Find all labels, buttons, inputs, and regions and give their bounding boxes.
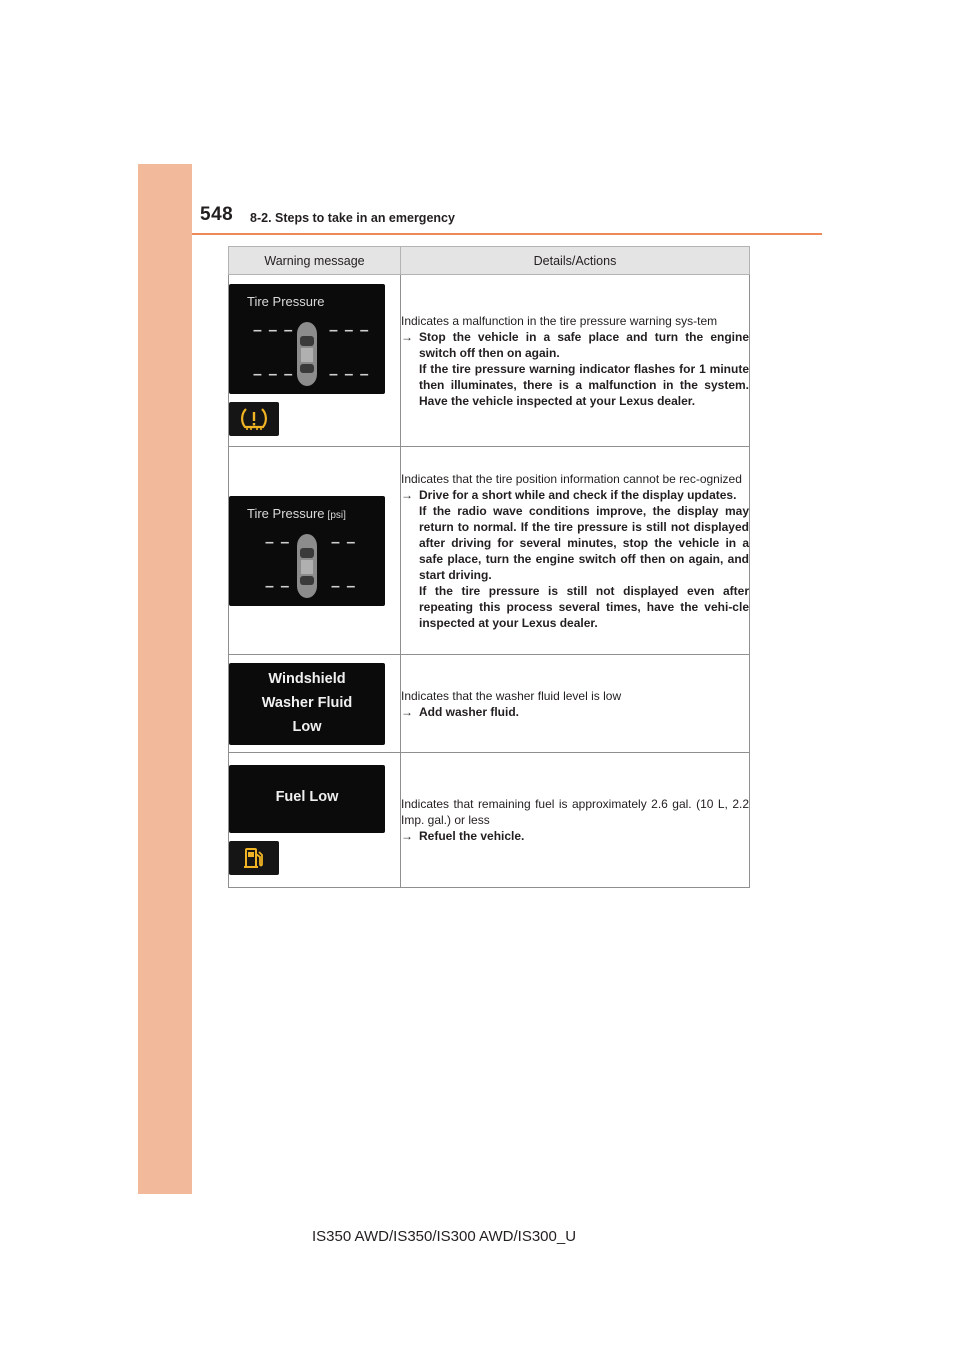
page-number: 548	[200, 204, 234, 225]
fuel-low-screen	[229, 765, 385, 833]
tire-reading-rear-left: – – –	[253, 366, 294, 383]
washer-fluid-screen	[229, 663, 385, 745]
description-text: Indicates that the washer fluid level is low	[401, 688, 622, 703]
action-detail: If the tire pressure is still not displayed even after repeating this process several times, have the vehi-cle inspected at your Lexus dealer.	[419, 583, 749, 630]
column-header-warning-message: Warning message	[229, 247, 401, 275]
warning-message-table	[228, 246, 750, 888]
screen-line: Windshield	[268, 670, 346, 687]
tire-reading-rear-right: – –	[331, 577, 357, 595]
action-title: Refuel the vehicle.	[419, 829, 525, 843]
fuel-pump-icon	[229, 841, 279, 875]
warning-image-cell	[229, 447, 401, 655]
table-row	[229, 447, 750, 655]
header-rule	[192, 233, 822, 235]
arrow-icon: →	[401, 487, 413, 502]
tire-pressure-warning-icon	[229, 402, 279, 436]
tire-pressure-psi-screen	[229, 496, 385, 606]
details-cell	[401, 447, 750, 655]
action-title: Stop the vehicle in a safe place and turn the engine switch off then on again.	[419, 329, 749, 360]
screen-line: Washer Fluid	[261, 694, 353, 711]
action-title: Add washer fluid.	[419, 704, 520, 719]
tire-pressure-screen	[229, 284, 385, 394]
description-text: Indicates that remaining fuel is approximately 2.6 gal. (10 L, 2.2 Imp. gal.) or less	[401, 797, 749, 827]
car-top-view-icon	[295, 320, 319, 388]
column-header-details-actions: Details/Actions	[401, 247, 750, 275]
tire-reading-front-left: – –	[265, 533, 291, 551]
action-item	[401, 828, 749, 844]
tire-reading-front-right: – –	[331, 533, 357, 551]
tire-reading-rear-left: – –	[265, 577, 291, 595]
warning-image-cell	[229, 655, 401, 753]
action-item	[401, 329, 749, 409]
car-top-view-icon	[295, 532, 319, 600]
warning-image-cell	[229, 275, 401, 447]
details-cell	[401, 655, 750, 753]
description-text: Indicates that the tire position information cannot be rec-ognized	[401, 471, 742, 486]
screen-unit: [psi]	[327, 509, 346, 521]
table-row	[229, 655, 750, 753]
warning-image-cell	[229, 753, 401, 888]
screen-line: Fuel Low	[275, 789, 339, 805]
action-item	[401, 704, 749, 720]
screen-line: Low	[292, 718, 322, 735]
action-item	[401, 487, 749, 631]
table-header-row	[229, 247, 750, 275]
arrow-icon: →	[401, 704, 413, 719]
description-text: Indicates a malfunction in the tire pressure warning sys-tem	[401, 313, 718, 328]
table-row	[229, 275, 750, 447]
tire-reading-rear-right: – – –	[329, 366, 370, 383]
table-row	[229, 753, 750, 888]
screen-title: Tire Pressure	[247, 294, 325, 309]
section-title: 8-2. Steps to take in an emergency	[250, 211, 455, 225]
action-title: Drive for a short while and check if the display updates.	[419, 487, 737, 502]
screen-title	[247, 506, 346, 521]
details-cell	[401, 753, 750, 888]
arrow-icon: →	[401, 829, 413, 843]
arrow-icon: →	[401, 329, 413, 344]
footer-model-name: IS350 AWD/IS350/IS300 AWD/IS300_U	[312, 1228, 577, 1245]
details-cell	[401, 275, 750, 447]
action-detail: If the radio wave conditions improve, the display may return to normal. If the tire pressure is still not displayed after driving for several minutes, stop the vehicle in a safe place, turn the engine switch off then on again, and start driving.	[419, 503, 749, 582]
tire-reading-front-left: – – –	[253, 322, 294, 339]
action-detail: If the tire pressure warning indicator flashes for 1 minute then illuminates, there is a malfunction in the system. Have the vehicle inspected at your Lexus dealer.	[419, 361, 749, 408]
chapter-side-tab	[138, 164, 192, 1194]
tire-reading-front-right: – – –	[329, 322, 370, 339]
screen-title-text: Tire Pressure	[247, 505, 325, 521]
